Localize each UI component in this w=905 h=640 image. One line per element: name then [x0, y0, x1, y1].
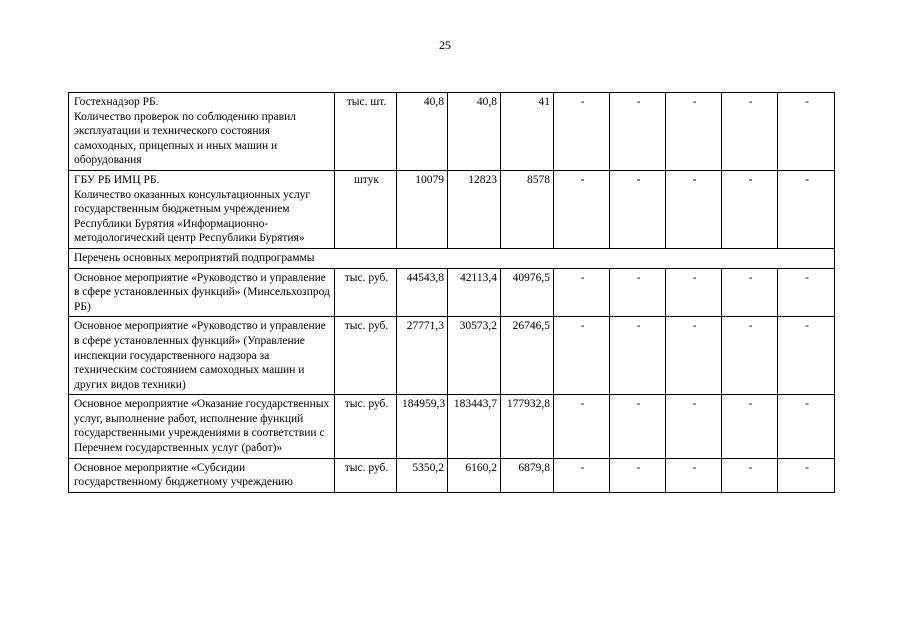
table-row [69, 93, 835, 171]
row-empty-value: - [610, 458, 666, 492]
row-empty-value: - [610, 170, 666, 248]
row-empty-value: - [554, 317, 610, 395]
row-empty-value: - [778, 395, 835, 458]
row-value: 42113,4 [448, 268, 501, 317]
row-value: 40,8 [397, 93, 448, 171]
row-value: 41 [501, 93, 554, 171]
table-row [69, 170, 835, 248]
row-empty-value: - [666, 395, 722, 458]
row-empty-value: - [722, 93, 778, 171]
row-value: 184959,3 [397, 395, 448, 458]
row-empty-value: - [778, 458, 835, 492]
row-empty-value: - [778, 93, 835, 171]
row-empty-value: - [778, 170, 835, 248]
report-table [68, 92, 835, 493]
row-value: 177932,8 [501, 395, 554, 458]
row-empty-value: - [666, 317, 722, 395]
row-empty-value: - [554, 93, 610, 171]
row-empty-value: - [666, 93, 722, 171]
table-body [69, 93, 835, 493]
row-empty-value: - [554, 268, 610, 317]
row-value: 5350,2 [397, 458, 448, 492]
row-description: Гостехнадзор РБ. Количество проверок по соблюдению правил эксплуатации и технического состояния самоходных, прицепных и иных машин и оборудования [69, 93, 335, 171]
row-value: 30573,2 [448, 317, 501, 395]
row-value: 8578 [501, 170, 554, 248]
row-empty-value: - [666, 268, 722, 317]
row-empty-value: - [610, 317, 666, 395]
section-title: Перечень основных мероприятий подпрограммы [69, 248, 835, 268]
row-value: 40,8 [448, 93, 501, 171]
row-unit: тыс. шт. [335, 93, 397, 171]
row-empty-value: - [722, 458, 778, 492]
row-unit: тыс. руб. [335, 395, 397, 458]
row-unit: штук [335, 170, 397, 248]
row-value: 27771,3 [397, 317, 448, 395]
row-empty-value: - [610, 395, 666, 458]
row-value: 40976,5 [501, 268, 554, 317]
row-description: Основное мероприятие «Руководство и управление в сфере установленных функций» (Минсельхозпрод РБ) [69, 268, 335, 317]
table-row [69, 458, 835, 492]
row-empty-value: - [554, 395, 610, 458]
row-description: Основное мероприятие «Оказание государственных услуг, выполнение работ, исполнение функций государственными учреждениями в соответствии с Перечнем государственных услуг (работ)» [69, 395, 335, 458]
row-empty-value: - [554, 458, 610, 492]
row-empty-value: - [722, 170, 778, 248]
row-empty-value: - [722, 395, 778, 458]
page-number: 25 [439, 38, 451, 52]
row-empty-value: - [554, 170, 610, 248]
row-empty-value: - [610, 268, 666, 317]
row-empty-value: - [722, 268, 778, 317]
row-empty-value: - [666, 170, 722, 248]
row-unit: тыс. руб. [335, 317, 397, 395]
row-value: 12823 [448, 170, 501, 248]
table-row [69, 268, 835, 317]
row-description: Основное мероприятие «Субсидии государственному бюджетному учреждению [69, 458, 335, 492]
row-value: 183443,7 [448, 395, 501, 458]
row-description: ГБУ РБ ИМЦ РБ. Количество оказанных консультационных услуг государственным бюджетным учреждением Республики Бурятия «Информационно-методологический центр Республики Бурятия» [69, 170, 335, 248]
section-row [69, 248, 835, 268]
row-unit: тыс. руб. [335, 458, 397, 492]
row-empty-value: - [778, 268, 835, 317]
row-value: 26746,5 [501, 317, 554, 395]
row-unit: тыс. руб. [335, 268, 397, 317]
table-row [69, 395, 835, 458]
row-empty-value: - [610, 93, 666, 171]
row-value: 44543,8 [397, 268, 448, 317]
table-row [69, 317, 835, 395]
row-value: 10079 [397, 170, 448, 248]
row-empty-value: - [778, 317, 835, 395]
row-value: 6879,8 [501, 458, 554, 492]
row-empty-value: - [722, 317, 778, 395]
row-empty-value: - [666, 458, 722, 492]
row-description: Основное мероприятие «Руководство и управление в сфере установленных функций» (Управление инспекции государственного надзора за техническим состоянием самоходных машин и других видов техники) [69, 317, 335, 395]
row-value: 6160,2 [448, 458, 501, 492]
